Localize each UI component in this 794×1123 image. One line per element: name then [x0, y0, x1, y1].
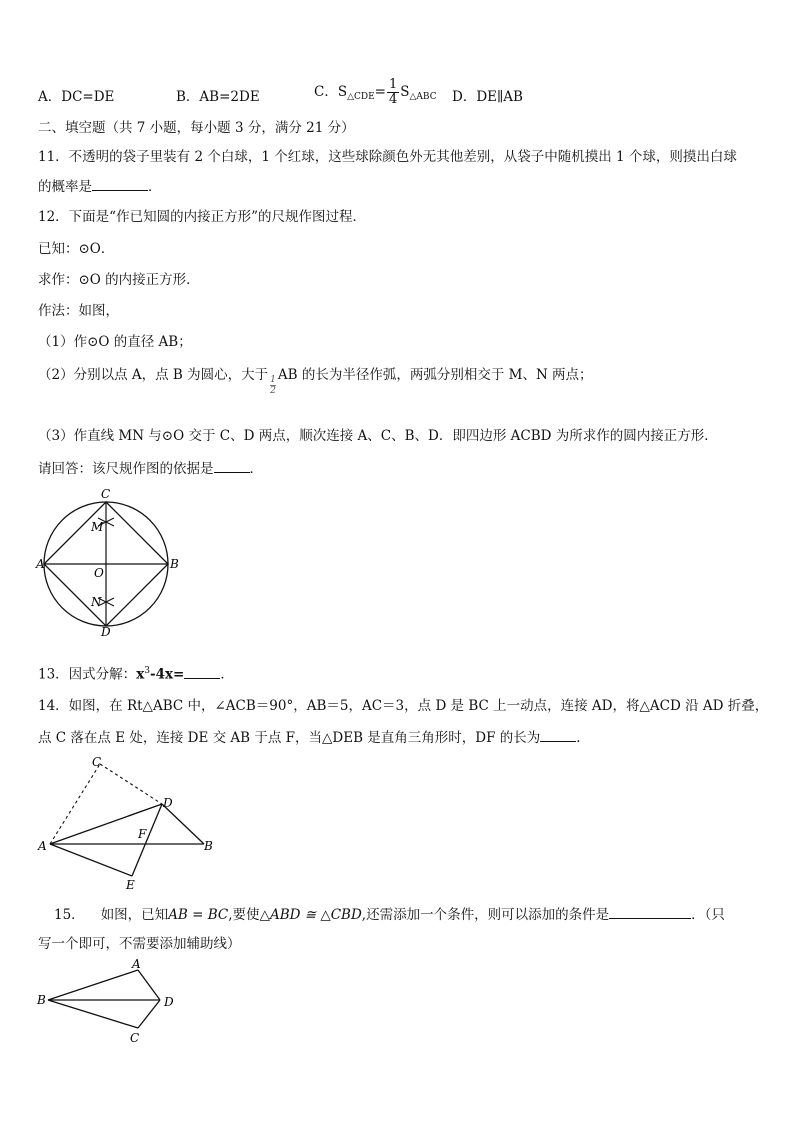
label-b: B: [204, 839, 213, 853]
q12-answer-blank[interactable]: [214, 459, 250, 473]
q14-figure: [34, 752, 224, 894]
option-c-fraction: [387, 78, 399, 107]
label-c: C: [92, 755, 102, 769]
q15-text-b: ,要使: [228, 907, 260, 923]
q12-step2-prefix: （2）分别以点 A，点 B 为圆心，大于: [38, 367, 269, 383]
label-a: A: [36, 557, 45, 571]
q12-answer-prefix: 请回答：该尺规作图的依据是: [38, 461, 214, 477]
q13-suffix: ．: [220, 666, 234, 683]
q12-answer-line: [38, 459, 263, 478]
label-d: D: [164, 995, 174, 1009]
q12-step2-frac-num: 1: [270, 375, 276, 385]
kite-diagram: [34, 956, 184, 1048]
q12-known: 已知：⊙O．: [38, 241, 115, 257]
label-m: M: [91, 520, 104, 534]
option-c-prefix: C．S: [314, 84, 348, 100]
option-d: D．DE∥AB: [452, 89, 523, 105]
option-c-frac-den: 4: [388, 92, 398, 107]
q15-text-c: ,还需添加一个条件，则可以添加的条件是: [361, 907, 610, 923]
segment-ba: [48, 970, 138, 1000]
q13-answer-blank[interactable]: [184, 665, 220, 679]
circle-square-diagram: [34, 484, 186, 640]
label-d: D: [163, 796, 173, 810]
option-a: A．DC=DE: [38, 89, 115, 105]
segment-de: [132, 804, 162, 876]
option-c: [314, 78, 437, 107]
q15-math2: △ABD ≅ △CBD: [259, 907, 362, 923]
q11-line2: [38, 177, 162, 196]
q12-step2-suffix: AB 的长为半径作弧，两弧分别相交于 M、N 两点；: [277, 367, 593, 383]
label-c: C: [130, 1031, 140, 1045]
option-c-eq: =: [374, 84, 386, 100]
q12-answer-suffix: ．: [249, 461, 263, 477]
option-c-frac-num: 1: [388, 77, 398, 92]
q11-prefix: 的概率是: [38, 179, 92, 195]
section-title: 二、填空题（共 7 小题，每小题 3 分，满分 21 分）: [38, 120, 355, 136]
label-a: A: [38, 839, 47, 853]
q12-step2-fraction: [270, 375, 276, 396]
q11-answer-blank[interactable]: [92, 177, 148, 191]
label-c: C: [101, 487, 111, 501]
option-c-sub1: △CDE: [347, 92, 375, 102]
q13-line: [38, 662, 234, 684]
q12-step2: [38, 366, 593, 396]
q15-math1: AB = BC: [168, 907, 229, 923]
segment-bc: [48, 1000, 138, 1028]
q13-prefix: 13．因式分解：: [38, 666, 137, 683]
dashed-ac: [50, 764, 100, 844]
fold-triangle-diagram: [34, 752, 224, 894]
q15-line2: 写一个即可，不需要添加辅助线）: [38, 936, 241, 952]
q15-answer-blank[interactable]: [609, 905, 691, 919]
q14-line2: [38, 728, 590, 747]
q14-prefix: 点 C 落在点 E 处，连接 DE 交 AB 于点 F，当△DEB 是直角三角形时，DF 的长为: [38, 730, 541, 746]
segment-ad: [138, 970, 160, 1000]
segment-db: [162, 804, 204, 844]
segment-ae: [50, 844, 132, 876]
q13-expr-x: x: [136, 666, 145, 683]
label-b: B: [170, 557, 179, 571]
q14-answer-blank[interactable]: [540, 728, 576, 742]
label-n: N: [91, 595, 102, 609]
option-c-sub2: △ABC: [409, 92, 437, 102]
q11-line1: 11．不透明的袋子里装有 2 个白球，1 个红球，这些球除颜色外无其他差别，从袋子中随机摸出 1 个球，则摸出白球: [38, 149, 737, 165]
label-b: B: [37, 993, 46, 1007]
label-f: F: [138, 827, 147, 841]
q14-line1: 14．如图，在 Rt△ABC 中，∠ACB＝90°，AB＝5，AC＝3，点 D 是 BC 上一动点，连接 AD，将△ACD 沿 AD 折叠，: [38, 698, 769, 714]
q12-step1: （1）作⊙O 的直径 AB；: [38, 334, 192, 350]
label-d: D: [101, 625, 111, 639]
segment-cd: [138, 1000, 160, 1028]
q12-line1: 12．下面是“作已知圆的内接正方形”的尺规作图过程．: [38, 209, 366, 225]
label-e: E: [126, 878, 135, 892]
option-c-s2: S: [400, 84, 410, 100]
q13-expr-sup: 3: [144, 666, 150, 676]
dashed-cd: [100, 764, 162, 804]
q12-figure: [34, 484, 186, 640]
q12-step3: （3）作直线 MN 与⊙O 交于 C、D 两点，顺次连接 A、C、B、D．即四边形 ACBD 为所求作的圆内接正方形．: [38, 428, 718, 444]
q11-suffix: ．: [148, 179, 162, 195]
option-b: B．AB=2DE: [176, 89, 260, 105]
q15-number: 15．: [54, 907, 85, 923]
q12-find: 求作：⊙O 的内接正方形．: [38, 272, 200, 288]
label-a: A: [132, 957, 141, 971]
q12-step2-frac-den: 2: [270, 386, 276, 396]
q15-suffix: ．（只: [691, 907, 725, 923]
q15-text-a: 如图，已知: [100, 907, 169, 923]
q14-suffix: ．: [576, 730, 590, 746]
label-o: O: [94, 566, 104, 580]
q15-line1: [54, 905, 725, 924]
q12-method: 作法：如图，: [38, 303, 119, 319]
q15-figure: [34, 956, 184, 1048]
q13-expr-rest: -4x=: [149, 666, 185, 683]
